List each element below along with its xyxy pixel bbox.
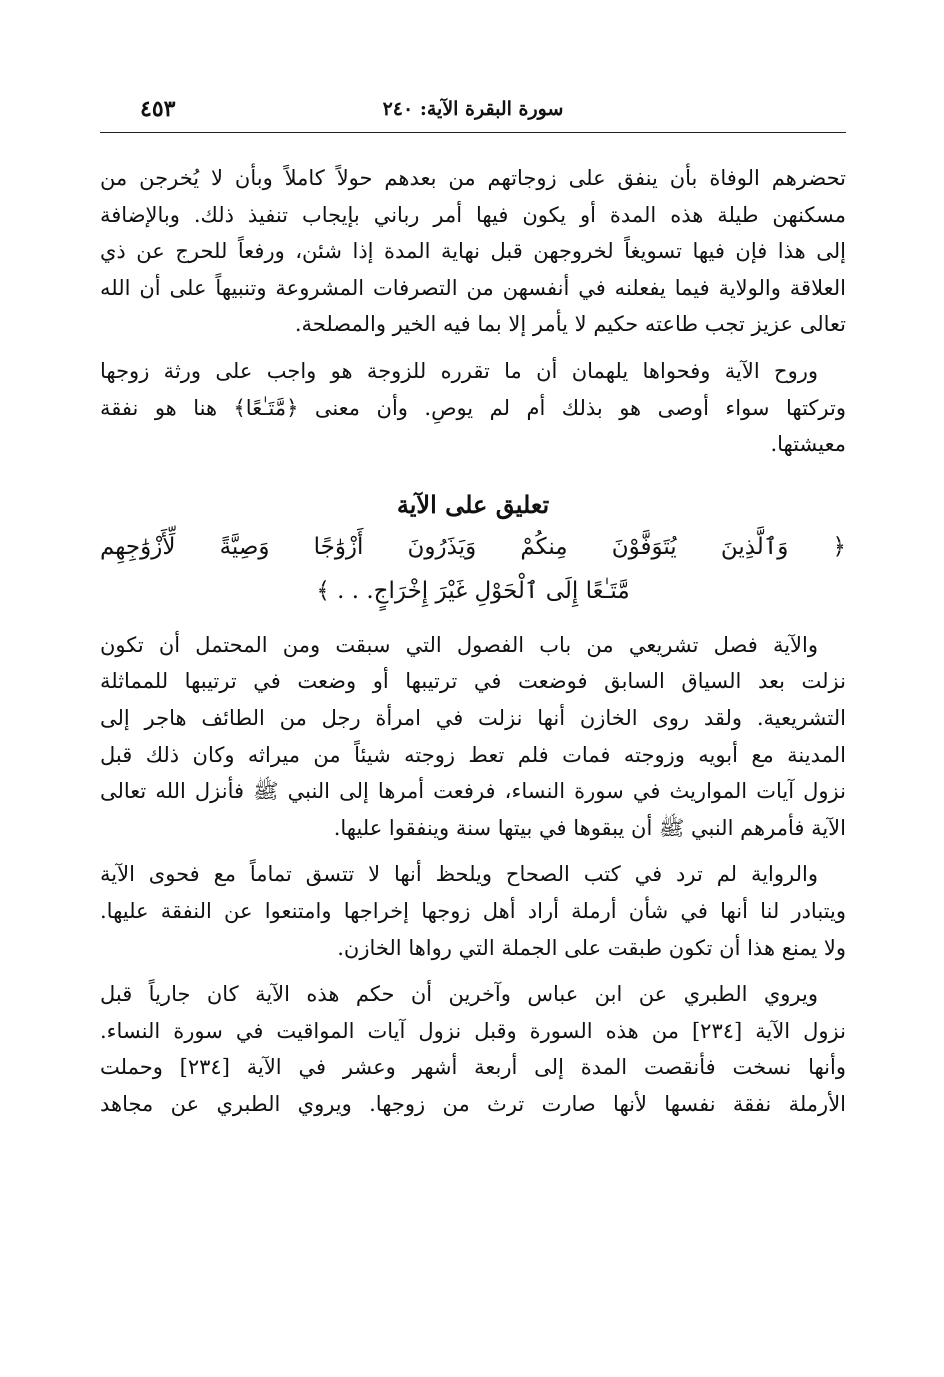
text-line: والآية فصل تشريعي من باب الفصول التي سبقت ومن المحتمل أن تكون — [100, 632, 818, 657]
text-line: المدينة مع أبويه وزوجته فمات فلم تعط زوجته شيئاً من ميراثه وكان ذلك قبل — [100, 742, 846, 767]
page-header — [100, 92, 846, 133]
paragraph — [100, 353, 846, 463]
paragraph — [100, 627, 846, 847]
text-line: والرواية لم ترد في كتب الصحاح ويلحظ أنها لا تتسق تماماً مع فحوى الآية — [100, 862, 818, 887]
text-line: إلى هذا فإن فيها تسويغاً لخروجهن قبل نهاية المدة إذا شئن، ورفعاً للحرج عن ذي — [100, 239, 846, 264]
text-line: نزول الآية [٢٣٤] من هذه السورة وقبل نزول آيات المواقيت في سورة النساء. — [100, 1018, 846, 1043]
text-line: تحضرهم الوفاة بأن ينفق على زوجاتهم من بعدهم حولاً كاملاً وبأن لا يُخرجن من — [100, 166, 846, 190]
paragraph — [100, 856, 846, 966]
page-body — [100, 160, 846, 1132]
text-line: التشريعية. ولقد روى الخازن أنها نزلت في امرأة رجل من الطائف هاجر إلى — [100, 705, 846, 730]
text-line: نزلت بعد السياق السابق فوضعت في ترتيبها أو وضعت في ترتيبها للمماثلة — [100, 669, 846, 694]
text-line: وتركتها سواء أوصى هو بذلك أم لم يوصِ. وأن معنى ﴿مَّتَـٰعًا﴾ هنا هو نفقة — [100, 395, 846, 420]
text-line: مسكنهن طيلة هذه المدة أو يكون فيها أمر رباني بإيجاب تنفيذ ذلك. وبالإضافة — [100, 202, 846, 227]
text-line: وأنها نسخت فأنقصت المدة إلى أربعة أشهر وعشر في الآية [٢٣٤] وحملت — [100, 1055, 846, 1080]
text-line: تعالى عزيز تجب طاعته حكيم لا يأمر إلا بما فيه الخير والمصلحة. — [294, 312, 846, 337]
text-line: ويروي الطبري عن ابن عباس وآخرين أن حكم هذه الآية كان جارياً قبل — [100, 982, 818, 1007]
text-line: الأرملة نفقة نفسها لأنها صارت ترث من زوجها. ويروي الطبري عن مجاهد — [100, 1091, 846, 1116]
section-heading: تعليق على الآية — [396, 489, 550, 519]
text-line: العلاقة والولاية فيما يفعلنه في أنفسهن من التصرفات المشروعة وتنبيهاً على أن الله — [100, 275, 846, 300]
running-title: سورة البقرة الآية: ٢٤٠ — [382, 98, 564, 120]
text-line: الآية فأمرهم النبي ﷺ أن يبقوها في بيتها سنة وينفقوا عليها. — [333, 815, 846, 840]
text-line: ولا يمنع هذا أن تكون طبقت على الجملة التي رواها الخازن. — [337, 935, 846, 960]
quran-verse-line: ﴿ وَٱلَّذِينَ يُتَوَفَّوْنَ مِنكُمْ وَيَذَرُونَ أَزْوَٰجًا وَصِيَّةً لِّأَزْوَٰجِهِم — [100, 533, 846, 560]
paragraph — [100, 160, 846, 343]
quran-verse-line: مَّتَـٰعًا إِلَى ٱلْحَوْلِ غَيْرَ إِخْرَاجٍ. . . ﴾ — [316, 577, 630, 604]
paragraph — [100, 976, 846, 1122]
text-line: وروح الآية وفحواها يلهمان أن ما تقرره للزوجة هو واجب على ورثة زوجها — [100, 358, 818, 383]
page-number: ٤٥٣ — [140, 96, 176, 122]
text-line: ويتبادر لنا أنها في شأن أرملة أراد أهل زوجها إخراجها وامتنعوا عن النفقة عليها. — [100, 898, 846, 923]
text-line: نزول آيات المواريث في سورة النساء، فرفعت أمرها إلى النبي ﷺ فأنزل الله تعالى — [100, 779, 846, 804]
text-line: معيشتها. — [770, 432, 846, 457]
